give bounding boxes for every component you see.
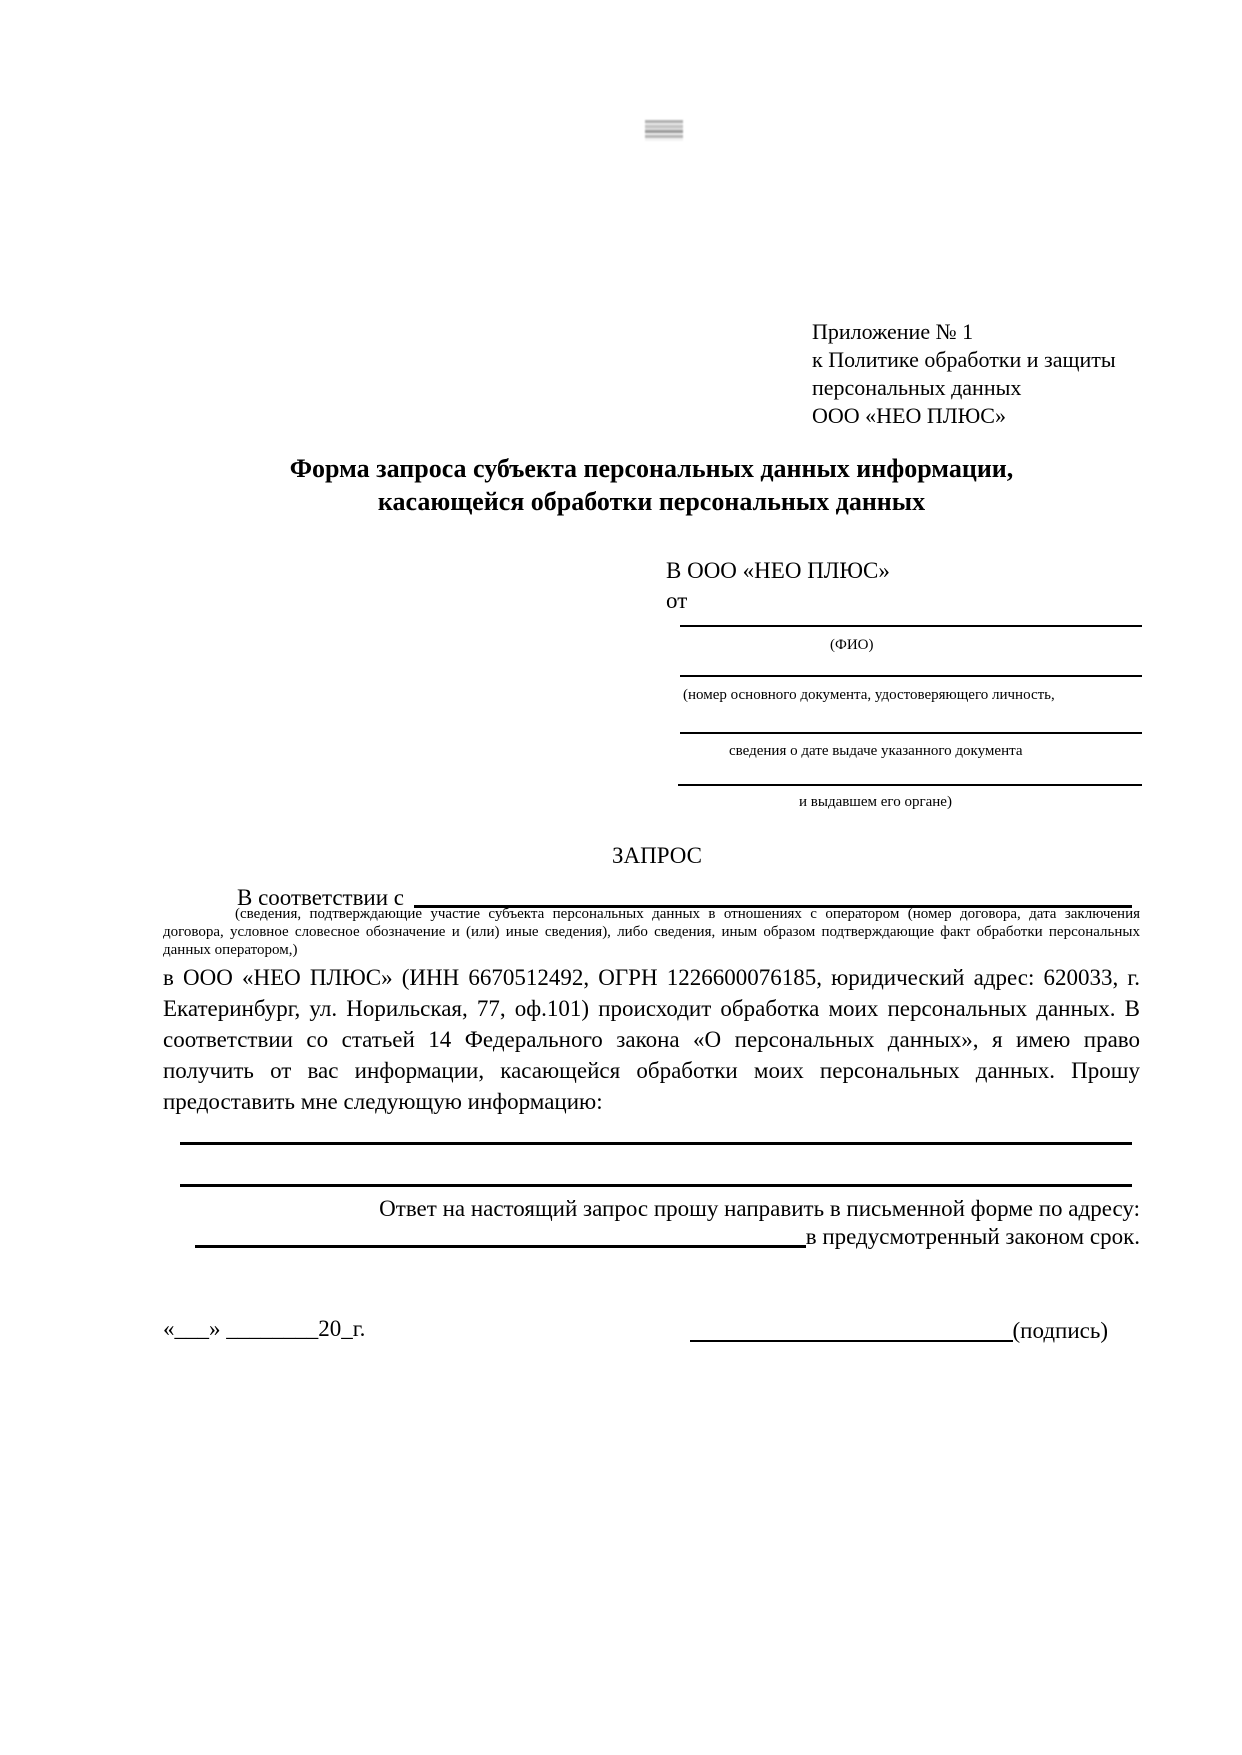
doc-issuer-blank-line <box>678 784 1142 786</box>
fio-label: (ФИО) <box>830 637 874 653</box>
addressee-from-label: от <box>666 588 688 613</box>
doc-number-blank-line <box>680 675 1142 677</box>
blurred-logo <box>645 120 683 141</box>
signature-row <box>690 1316 1108 1346</box>
form-title-line-1: Форма запроса субъекта персональных данных информации, <box>289 454 1014 483</box>
date-field: «___» ________20_г. <box>163 1316 366 1341</box>
request-intro-text: В соответствии с <box>237 885 405 910</box>
fio-blank-line <box>680 625 1142 627</box>
response-deadline-text: в предусмотренный законом срок. <box>805 1224 1140 1249</box>
address-blank-line <box>195 1222 806 1248</box>
appendix-block <box>812 318 1116 430</box>
signature-blank-line <box>690 1316 1013 1342</box>
appendix-line: ООО «НЕО ПЛЮС» <box>812 403 1006 428</box>
response-instruction: Ответ на настоящий запрос прошу направить в письменной форме по адресу: <box>379 1196 1140 1221</box>
request-body-paragraph: в ООО «НЕО ПЛЮС» (ИНН 6670512492, ОГРН 1226600076185, юридический адрес: 620033, г. Екатеринбург, ул. Норильская, 77, оф.101) происходит обработка моих персональных данных. В соответствии со статьей 14 Федерального закона «О персональных данных», я имею право получить от вас информации, касающейся обработки моих персональных данных. Прошу предоставить мне следующую информацию: <box>163 965 1140 1114</box>
doc-number-label: (номер основного документа, удостоверяющего личность, <box>683 687 1055 703</box>
signature-label: (подпись) <box>1012 1318 1108 1343</box>
form-title <box>163 452 1140 518</box>
form-title-line-2: касающейся обработки персональных данных <box>377 487 926 516</box>
appendix-line: к Политике обработки и защиты <box>812 347 1116 372</box>
addressee-block <box>666 556 890 616</box>
doc-date-label: сведения о дате выдаче указанного документа <box>729 743 1023 759</box>
info-blank-line-1 <box>180 1142 1132 1145</box>
doc-issuer-label: и выдавшем его органе) <box>799 794 952 810</box>
info-blank-line-2 <box>180 1184 1132 1187</box>
appendix-line: Приложение № 1 <box>812 319 974 344</box>
fine-print-note: (сведения, подтверждающие участие субъекта персональных данных в отношениях с оператором (номер договора, дата заключения договора, условное словесное обозначение и (или) иные сведения), либо сведения, иным образом подтверждающие факт обработки персональных данных оператором,) <box>163 906 1140 958</box>
response-deadline-row <box>195 1222 1140 1252</box>
request-heading: ЗАПРОС <box>611 843 703 868</box>
addressee-to: В ООО «НЕО ПЛЮС» <box>666 558 890 583</box>
appendix-line: персональных данных <box>812 375 1022 400</box>
doc-date-blank-line <box>680 732 1142 734</box>
